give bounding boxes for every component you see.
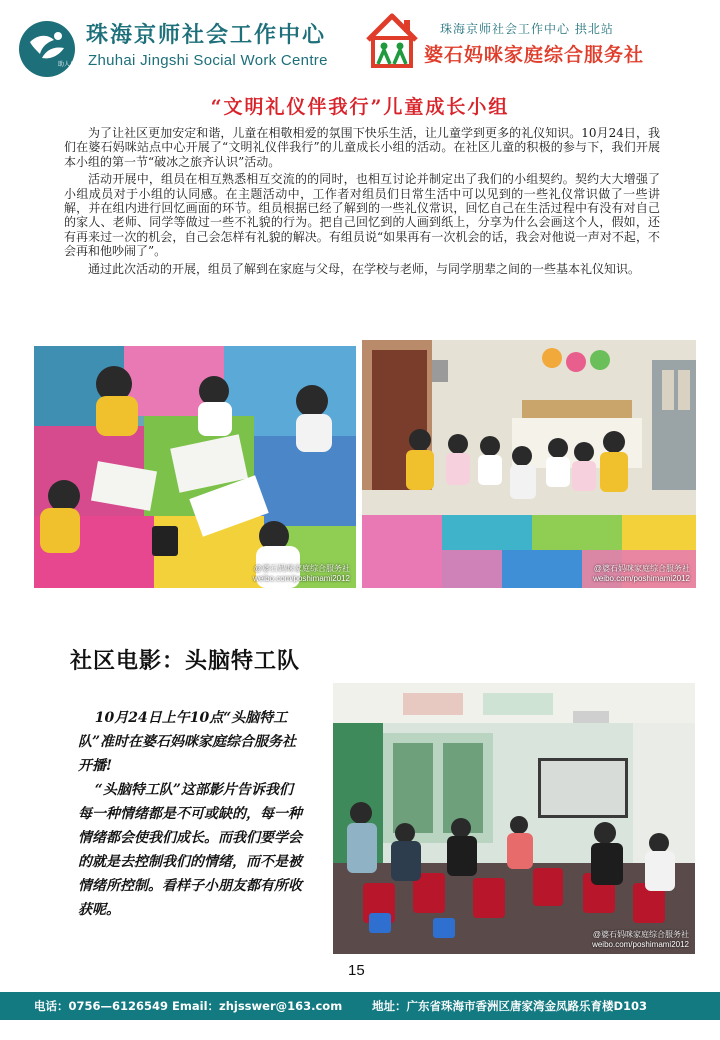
photo-movie-screening-illustration bbox=[333, 683, 695, 954]
jingshi-logo-icon bbox=[18, 20, 83, 78]
page-number: 15 bbox=[348, 962, 365, 979]
photo-movie-screening bbox=[333, 683, 695, 954]
org-name-cn: 珠海京师社会工作中心 bbox=[86, 22, 327, 48]
footer-address: 地址：广东省珠海市香洲区唐家湾金凤路乐育楼D103 bbox=[372, 999, 648, 1013]
article-title: “文明礼仪伴我行”儿童成长小组 bbox=[210, 96, 510, 118]
photo-group-activity-room-illustration bbox=[362, 340, 696, 588]
org-name-en: Zhuhai Jingshi Social Work Centre bbox=[88, 52, 328, 69]
page-header bbox=[0, 0, 720, 82]
photo-children-drawing-illustration bbox=[34, 346, 356, 588]
photo-group-activity-room bbox=[362, 340, 696, 588]
photo-watermark: @婆石妈咪家庭综合服务社 weibo.com/poshimami2012 bbox=[593, 564, 690, 583]
house-logo-icon bbox=[364, 12, 420, 70]
article-paragraph: 活动开展中，组员在相互熟悉相互交流的的同时，也相互讨论并制定出了我们的小组契约。契约大大增强了小组成员对于小组的认同感。在主题活动中，工作者对组员们日常生活中可以见到的一些礼仪常识做了一些讲解，并在组内进行回忆画面的环节。组员根据已经了解到的一些礼仪常识，回忆自己在生活过程中有没有对自己的家人、老师、同学等做过一些不礼貌的行为。把自己回忆到的人画到纸上，分享为什么会画这个人，假如，还有再来过一次的机会，自己会怎样有礼貌的解决。有组员说“如果再有一次机会的话，我会对他说一声对不起，不会再和他吵闹了”。 bbox=[64, 172, 660, 259]
article-body bbox=[64, 126, 660, 279]
movie-paragraph: “头脑特工队”这部影片告诉我们每一种情绪都是不可或缺的，每一种情绪都会使我们成长。而我们要学会的就是去控制我们的情绪，而不是被情绪所控制。看样子小朋友都有所收获呢。 bbox=[78, 782, 302, 918]
station-name: 珠海京师社会工作中心 拱北站 bbox=[440, 22, 614, 36]
movie-section-title: 社区电影：头脑特工队 bbox=[70, 649, 301, 674]
article-paragraph: 为了让社区更加安定和谐，儿童在相敬相爱的氛围下快乐生活，让儿童学到更多的礼仪知识。10月24日，我们在婆石妈咪站点中心开展了“文明礼仪伴我行”的儿童成长小组的活动。在社区儿童的积极的参与下，我们开展本小组的第一节“破冰之旅齐认识”活动。 bbox=[64, 126, 660, 169]
page-footer bbox=[0, 992, 720, 1020]
movie-paragraph: 10月24日上午10点“头脑特工队”准时在婆石妈咪家庭综合服务社开播! bbox=[78, 710, 297, 774]
photo-watermark: @婆石妈咪家庭综合服务社 weibo.com/poshimami2012 bbox=[253, 564, 350, 583]
service-center-name: 婆石妈咪家庭综合服务社 bbox=[424, 44, 645, 66]
logo-motto: 助人自助 bbox=[58, 61, 83, 68]
article-paragraph: 通过此次活动的开展，组员了解到在家庭与父母，在学校与老师，与同学朋辈之间的一些基本礼仪知识。 bbox=[88, 261, 641, 276]
footer-contact: 电话：0756—6126549 Email：zhjsswer@163.com bbox=[34, 999, 343, 1013]
movie-description bbox=[78, 706, 302, 922]
photo-watermark: @婆石妈咪家庭综合服务社 weibo.com/poshimami2012 bbox=[592, 930, 689, 949]
photo-children-drawing bbox=[34, 346, 356, 588]
